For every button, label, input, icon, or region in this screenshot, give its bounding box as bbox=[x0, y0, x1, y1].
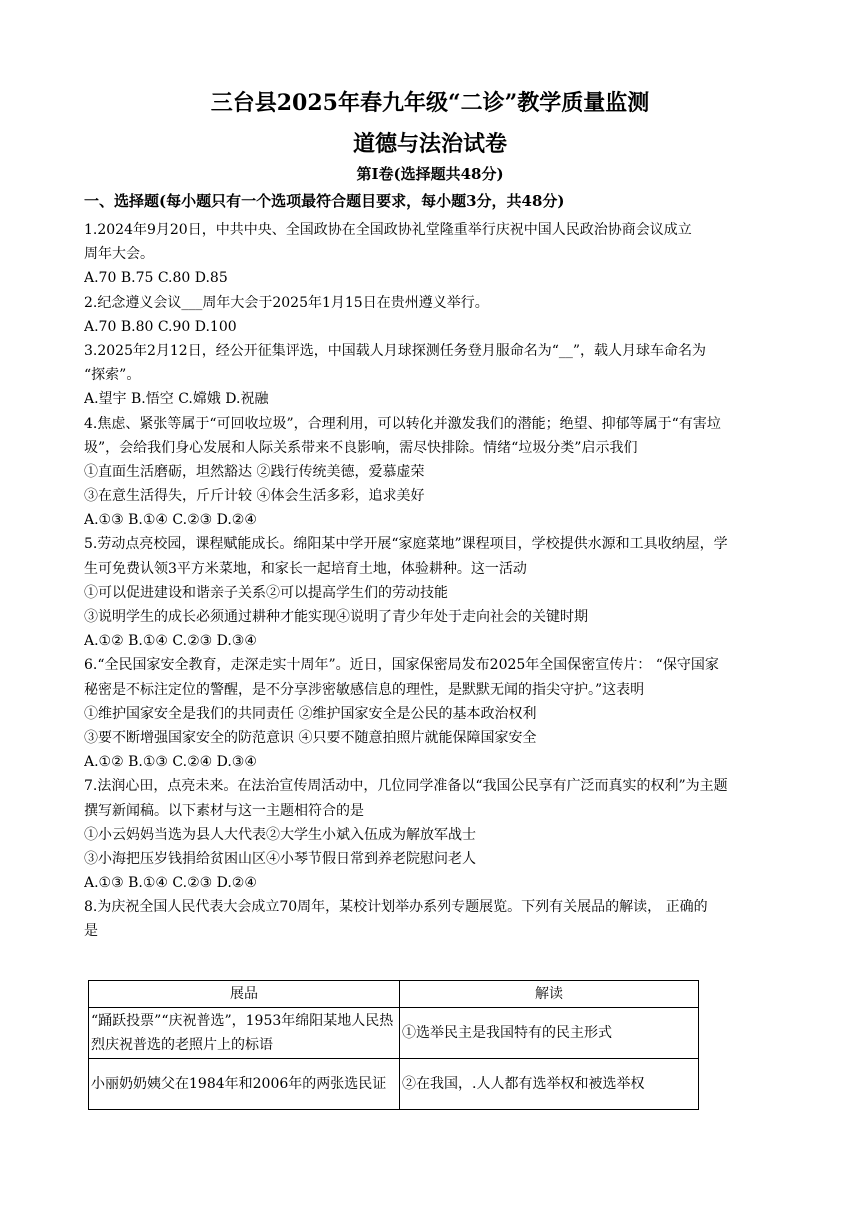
answer-options: A.70 B.75 C.80 D.85 bbox=[84, 270, 228, 287]
part-label: 第Ⅰ卷(选择题共48分) bbox=[356, 165, 504, 183]
text-line: 8.为庆祝全国人民代表大会成立70周年，某校计划举办系列专题展览。下列有关展品的解读， 正确的 bbox=[84, 899, 708, 916]
text-line: “探索”。 bbox=[84, 367, 141, 384]
question-body bbox=[84, 218, 784, 944]
text-line: ③要不断增强国家安全的防范意识 ④只要不随意拍照片就能保障国家安全 bbox=[84, 729, 537, 746]
text-line: ③说明学生的成长必须通过耕种才能实现④说明了青少年处于走向社会的关键时期 bbox=[84, 609, 588, 625]
text-line: 秘密是不标注定位的警醒，是不分享涉密敏感信息的理性，是默默无闻的指尖守护。”这表明 bbox=[84, 681, 645, 698]
answer-options: A.①③ B.①④ C.②③ D.②④ bbox=[84, 875, 257, 892]
text-line: 撰写新闻稿。以下素材与这一主题相符合的是 bbox=[84, 802, 364, 819]
exam-subject: 道德与法治试卷 bbox=[352, 131, 507, 157]
text-line: 2.纪念遵义会议___周年大会于2025年1月15日在贵州遵义举行。 bbox=[84, 294, 489, 311]
table-row bbox=[89, 1059, 699, 1110]
exam-title: 三台县2025年春九年级“二诊”教学质量监测 bbox=[210, 90, 650, 116]
text-line: ③在意生活得失，斤斤计较 ④体会生活多彩，追求美好 bbox=[84, 488, 425, 505]
table-cell: 小丽奶奶姨父在1984年和2006年的两张选民证 bbox=[89, 1059, 400, 1110]
answer-options: A.70 B.80 C.90 D.100 bbox=[84, 318, 237, 335]
text-line: 6.“全民国家安全教育，走深走实十周年”。近日，国家保密局发布2025年全国保密宣传片： “保守国家 bbox=[84, 657, 719, 674]
answer-options: A.望宇 B.悟空 C.嫦娥 D.祝融 bbox=[84, 391, 269, 408]
answer-options: A.①③ B.①④ C.②③ D.②④ bbox=[84, 512, 257, 529]
table-row bbox=[89, 1008, 699, 1059]
column-header: 解读 bbox=[400, 981, 699, 1008]
text-line: 7.法润心田，点亮未来。在法治宣传周活动中，几位同学准备以“我国公民享有广泛而真实的权利”为主题 bbox=[84, 778, 728, 795]
text-line: ③小海把压岁钱捐给贫困山区④小琴节假日常到养老院慰问老人 bbox=[84, 850, 476, 867]
column-header: 展品 bbox=[89, 981, 400, 1008]
answer-options: A.①② B.①④ C.②③ D.③④ bbox=[84, 633, 257, 650]
table-header-row bbox=[89, 981, 699, 1008]
text-line: 是 bbox=[84, 923, 98, 940]
text-line: ①可以促进建设和谐亲子关系②可以提高学生们的劳动技能 bbox=[84, 584, 448, 601]
text-line: 4.焦虑、紧张等属于“可回收垃圾”，合理利用，可以转化并激发我们的潜能；绝望、抑郁等属于“有害垃 bbox=[84, 415, 721, 432]
table-cell: ①选举民主是我国特有的民主形式 bbox=[400, 1008, 699, 1059]
exhibit-table bbox=[88, 980, 699, 1110]
table-cell: “踊跃投票”“庆祝普选”，1953年绵阳某地人民热烈庆祝普选的老照片上的标语 bbox=[89, 1008, 400, 1059]
exhibit-table-wrapper bbox=[88, 980, 699, 1110]
text-line: 圾”，会给我们身心发展和人际关系带来不良影响，需尽快排除。情绪“垃圾分类”启示我们 bbox=[84, 439, 638, 456]
answer-options: A.①② B.①③ C.②④ D.③④ bbox=[84, 754, 257, 771]
text-line: 生可免费认领3平方米菜地，和家长一起培育土地，体验耕种。这一活动 bbox=[84, 560, 527, 577]
text-line: 周年大会。 bbox=[84, 246, 154, 263]
text-line: ①直面生活磨砺，坦然豁达 ②践行传统美德，爱慕虚荣 bbox=[84, 463, 425, 480]
text-line: ①维护国家安全是我们的共同责任 ②维护国家安全是公民的基本政治权利 bbox=[84, 705, 537, 722]
section-heading: 一、选择题(每小题只有一个选项最符合题目要求，每小题3分，共48分) bbox=[84, 192, 565, 210]
text-line: ①小云妈妈当选为县人大代表②大学生小斌入伍成为解放军战士 bbox=[84, 826, 476, 843]
table-cell: ②在我国，.人人都有选举权和被选举权 bbox=[400, 1059, 699, 1110]
text-line: 5.劳动点亮校园，课程赋能成长。绵阳某中学开展“家庭菜地”课程项目，学校提供水源和工具收纳屋，学 bbox=[84, 536, 728, 553]
text-line: 3.2025年2月12日，经公开征集评选，中国载人月球探测任务登月服命名为“__”，载人月球车命名为 bbox=[84, 342, 707, 359]
text-line: 1.2024年9月20日，中共中央、全国政协在全国政协礼堂隆重举行庆祝中国人民政治协商会议成立 bbox=[84, 222, 692, 238]
